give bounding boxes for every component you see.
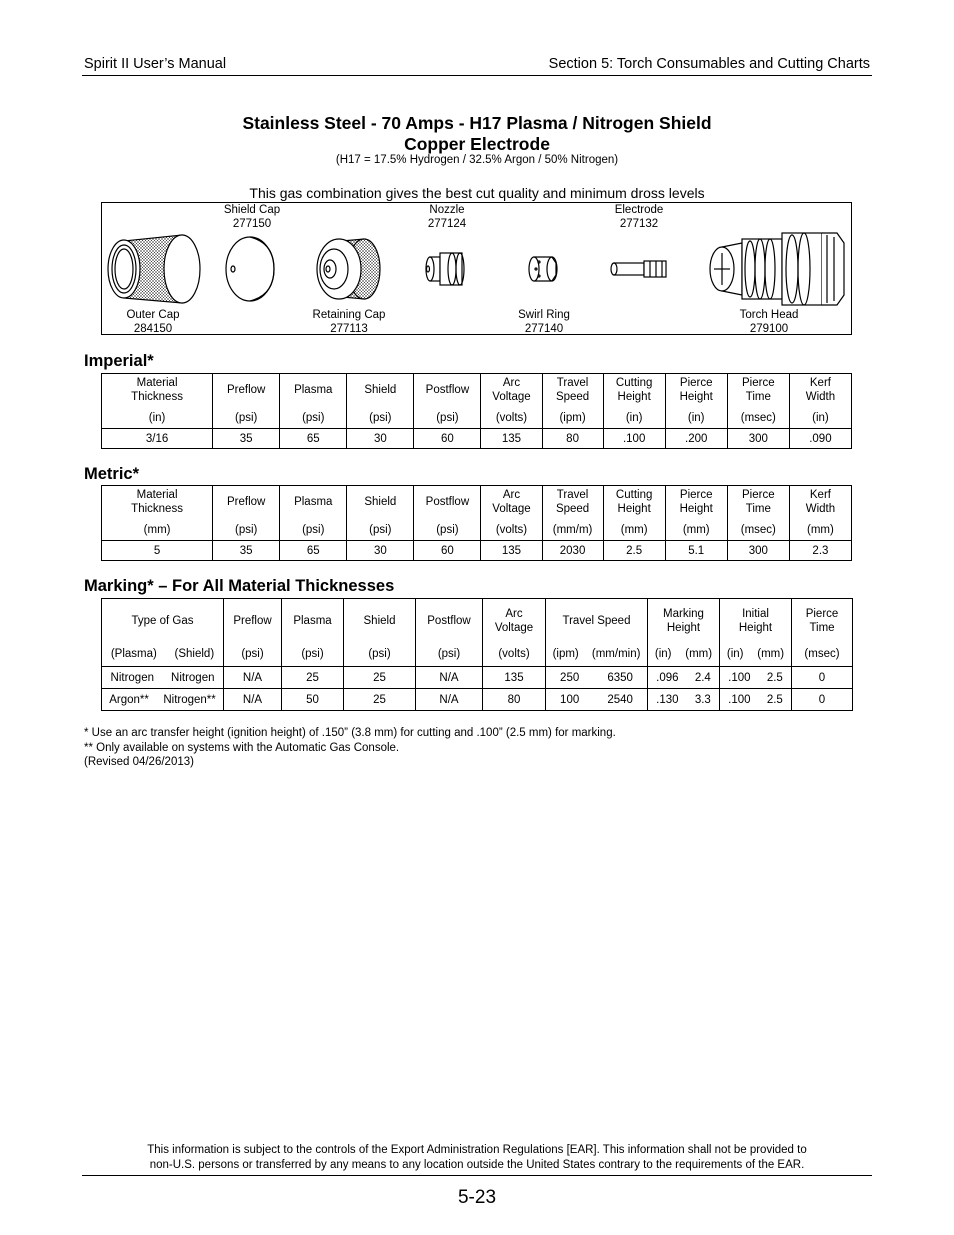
column-unit: (psi) (369, 412, 392, 424)
column-label: Preflow (227, 384, 266, 396)
cell-value: N/A (242, 671, 263, 684)
column-units (102, 647, 223, 661)
consumables-figure (101, 202, 852, 335)
cell-values (102, 671, 223, 685)
column-unit: (msec) (740, 412, 776, 424)
table-cell (344, 667, 416, 689)
column-unit: (psi) (369, 524, 392, 536)
column-label: Preflow (227, 496, 266, 508)
part-label-swirl-ring: Swirl Ring 277140 (518, 309, 570, 335)
table-cell: 300 (727, 541, 789, 561)
table-cell: 5.1 (665, 541, 727, 561)
column-header (102, 374, 213, 429)
footnote-arc-transfer: * Use an arc transfer height (ignition height) of .150” (3.8 mm) for cutting and .100” (2.5 mm) for marking. (84, 727, 616, 739)
column-units (648, 647, 719, 661)
marking-heading: Marking* – For All Material Thicknesses (84, 577, 395, 595)
imperial-table (101, 373, 852, 449)
part-label-retaining-cap: Retaining Cap 277113 (312, 309, 386, 335)
cell-value: .096 (656, 671, 679, 684)
cell-values (546, 693, 647, 707)
column-unit: (mm) (757, 648, 785, 660)
column-label: Type of Gas (131, 615, 194, 627)
consumables-drawing (102, 203, 853, 336)
column-units (344, 647, 415, 661)
cell-values (102, 693, 223, 707)
footer-rule (82, 1175, 872, 1176)
column-label: Plasma (294, 496, 333, 508)
footnote-gas-console: ** Only available on systems with the Automatic Gas Console. (84, 741, 400, 754)
table-cell (546, 689, 648, 711)
column-label: Material Thickness (131, 377, 183, 403)
retaining-cap-drawing (317, 239, 380, 299)
table-cell: 30 (347, 541, 414, 561)
table-cell (416, 689, 483, 711)
column-label: Material Thickness (131, 489, 183, 515)
cell-value: 2.4 (694, 671, 711, 684)
marking-table (101, 598, 853, 711)
column-header (727, 374, 789, 429)
cell-value: 250 (560, 671, 580, 684)
column-label: Pierce Time (742, 489, 775, 515)
table-cell: 60 (414, 541, 481, 561)
table-cell (648, 667, 720, 689)
cell-values (224, 671, 281, 685)
cell-value: 6350 (607, 671, 633, 684)
header-manual-title: Spirit II User’s Manual (84, 56, 227, 72)
column-unit: (mm) (620, 524, 648, 536)
column-unit: (in) (148, 412, 166, 424)
header-rule (82, 75, 872, 76)
column-unit: (psi) (301, 648, 324, 660)
column-unit: (volts) (495, 524, 528, 536)
revision-date: (Revised 04/26/2013) (84, 756, 194, 768)
column-header (280, 486, 347, 541)
part-label-outer-cap: Outer Cap 284150 (126, 309, 180, 335)
cell-values (720, 693, 791, 707)
table-cell: 3/16 (102, 429, 213, 449)
column-units (792, 647, 852, 661)
table-cell: 2030 (542, 541, 603, 561)
column-label: Pierce Time (742, 377, 775, 403)
table-cell: 30 (347, 429, 414, 449)
table-cell: 80 (542, 429, 603, 449)
cell-value: .100 (728, 693, 751, 706)
metric-header-row (102, 486, 852, 541)
ear-notice-line1: This information is subject to the controls of the Export Administration Regulations [EAR]. This information shall not be provided to (147, 1144, 807, 1156)
cell-value: 25 (373, 671, 386, 684)
column-label: Shield (363, 615, 396, 627)
cell-values (344, 671, 415, 685)
footnotes (84, 726, 616, 770)
column-header (347, 486, 414, 541)
column-unit: (psi) (368, 648, 391, 660)
column-header (280, 374, 347, 429)
cell-value: 100 (560, 693, 580, 706)
column-unit: (psi) (437, 648, 461, 660)
column-header (347, 374, 414, 429)
column-header (792, 599, 853, 667)
nozzle-drawing (426, 253, 464, 285)
column-unit: (in) (654, 648, 672, 660)
cell-values (416, 693, 482, 707)
column-unit: (psi) (436, 524, 459, 536)
cell-values (282, 693, 343, 707)
table-cell: 5 (102, 541, 213, 561)
cell-value: 2.5 (766, 671, 783, 684)
column-header (648, 599, 720, 667)
table-cell (720, 689, 792, 711)
cell-value: .100 (728, 671, 751, 684)
column-unit: (psi) (302, 524, 325, 536)
table-cell: 135 (481, 541, 542, 561)
column-label: Arc Voltage (494, 608, 534, 634)
table-cell: 2.5 (603, 541, 665, 561)
column-label: Plasma (294, 384, 333, 396)
cell-values (483, 693, 545, 707)
part-label-torch-head: Torch Head 279100 (739, 309, 799, 335)
shield-cap-drawing (226, 237, 274, 301)
table-cell: 135 (481, 429, 542, 449)
column-header (282, 599, 344, 667)
table-cell: 35 (213, 429, 280, 449)
cell-value: 0 (818, 693, 826, 706)
table-cell (483, 667, 546, 689)
table-cell: 60 (414, 429, 481, 449)
column-header (224, 599, 282, 667)
table-cell: .090 (789, 429, 851, 449)
column-label: Arc Voltage (492, 489, 531, 515)
table-cell (344, 689, 416, 711)
cell-value: Nitrogen (171, 671, 215, 684)
column-header (344, 599, 416, 667)
column-header (546, 599, 648, 667)
column-label: Travel Speed (555, 377, 590, 403)
cell-values (792, 693, 852, 707)
page-title: Stainless Steel - 70 Amps - H17 Plasma / Nitrogen Shield (242, 113, 712, 133)
column-label: Cutting Height (615, 377, 653, 403)
column-label: Pierce Height (679, 377, 713, 403)
column-label: Marking Height (663, 608, 704, 634)
column-header (414, 374, 481, 429)
cell-value: N/A (439, 693, 459, 706)
column-label: Kerf Width (805, 377, 836, 403)
ear-notice-line2: non-U.S. persons or transferred by any means to any location outside the United States contrary to the requirements of the EAR. (149, 1159, 805, 1171)
column-header (603, 486, 665, 541)
column-units (224, 647, 281, 661)
cell-value: N/A (242, 693, 263, 706)
column-label: Postflow (427, 615, 471, 627)
cell-values (546, 671, 647, 685)
table-cell (792, 689, 853, 711)
torch-head-drawing (710, 233, 844, 305)
column-header (789, 486, 851, 541)
column-units (720, 647, 791, 661)
column-header (414, 486, 481, 541)
cell-value: 25 (373, 693, 386, 706)
column-label: Pierce Height (679, 489, 713, 515)
column-units (416, 647, 482, 661)
cell-value: 135 (504, 671, 524, 684)
column-unit: (ipm) (559, 412, 586, 424)
column-units (546, 647, 647, 661)
outer-cap-drawing (108, 235, 200, 303)
column-header (102, 599, 224, 667)
table-cell (282, 667, 344, 689)
column-label: Shield (364, 384, 397, 396)
gas-composition-subtitle: (H17 = 17.5% Hydrogen / 32.5% Argon / 50% Nitrogen) (335, 154, 619, 166)
table-row (102, 689, 853, 711)
column-units (483, 647, 545, 661)
part-label-nozzle: Nozzle 277124 (427, 204, 467, 230)
column-header (102, 486, 213, 541)
column-label: Arc Voltage (492, 377, 531, 403)
cell-values (282, 671, 343, 685)
table-cell: 300 (727, 429, 789, 449)
imperial-header-row (102, 374, 852, 429)
column-units (282, 647, 343, 661)
column-unit: (mm/min) (591, 648, 641, 660)
table-cell (224, 689, 282, 711)
table-cell (224, 667, 282, 689)
column-unit: (in) (625, 412, 643, 424)
page-number: 5-23 (457, 1187, 497, 1208)
column-label: Travel Speed (562, 615, 631, 627)
table-cell (102, 689, 224, 711)
table-cell: 65 (280, 429, 347, 449)
cell-value: Nitrogen (110, 671, 154, 684)
cell-value: 0 (818, 671, 826, 684)
cell-values (792, 671, 852, 685)
cell-values (648, 693, 719, 707)
table-cell (720, 667, 792, 689)
column-label: Cutting Height (615, 489, 653, 515)
cell-value: Argon** (109, 693, 149, 706)
table-row (102, 667, 853, 689)
table-cell: 65 (280, 541, 347, 561)
header-section-title: Section 5: Torch Consumables and Cutting Charts (548, 56, 870, 72)
column-unit: (Plasma) (110, 648, 157, 660)
column-label: Travel Speed (555, 489, 590, 515)
cell-values (648, 671, 719, 685)
column-header (481, 374, 542, 429)
table-cell (282, 689, 344, 711)
column-header (789, 374, 851, 429)
column-header (720, 599, 792, 667)
metric-heading: Metric* (84, 465, 140, 483)
cell-values (720, 671, 791, 685)
column-unit: (msec) (740, 524, 776, 536)
cell-values (483, 671, 545, 685)
column-unit: (Shield) (174, 648, 215, 660)
column-unit: (mm) (685, 648, 713, 660)
cell-values (224, 693, 281, 707)
column-unit: (psi) (234, 412, 258, 424)
column-header (416, 599, 483, 667)
column-label: Shield (364, 496, 397, 508)
cell-value: 50 (306, 693, 319, 706)
column-header (213, 374, 280, 429)
column-unit: (mm) (807, 524, 834, 536)
cell-value: 2.5 (766, 693, 783, 706)
gas-combination-note: This gas combination gives the best cut quality and minimum dross levels (249, 185, 705, 201)
cell-values (344, 693, 415, 707)
column-header (542, 374, 603, 429)
column-unit: (ipm) (552, 648, 579, 660)
column-label: Plasma (293, 615, 332, 627)
metric-table (101, 485, 852, 561)
cell-value: 25 (306, 671, 319, 684)
table-cell: 35 (213, 541, 280, 561)
table-cell (648, 689, 720, 711)
part-label-shield-cap: Shield Cap 277150 (223, 204, 281, 230)
page-title-line2: Copper Electrode (404, 134, 550, 154)
column-label: Postflow (425, 496, 470, 508)
column-unit: (volts) (498, 648, 530, 660)
column-label: Kerf Width (805, 489, 836, 515)
column-label: Preflow (233, 615, 272, 627)
cell-value: N/A (439, 671, 459, 684)
column-label: Postflow (425, 384, 470, 396)
table-cell (416, 667, 483, 689)
table-row (102, 541, 852, 561)
column-unit: (mm) (682, 524, 710, 536)
cell-value: 3.3 (694, 693, 711, 706)
column-header (481, 486, 542, 541)
cell-value: Nitrogen** (163, 693, 216, 706)
swirl-ring-drawing (529, 257, 557, 281)
cell-value: 80 (507, 693, 521, 706)
column-unit: (psi) (302, 412, 325, 424)
column-unit: (msec) (804, 648, 840, 660)
column-unit: (mm/m) (552, 524, 593, 536)
column-header (542, 486, 603, 541)
cell-value: 2540 (607, 693, 633, 706)
column-header (483, 599, 546, 667)
table-row (102, 429, 852, 449)
column-header (727, 486, 789, 541)
column-unit: (psi) (241, 648, 264, 660)
table-cell (792, 667, 853, 689)
table-cell (483, 689, 546, 711)
column-unit: (in) (812, 412, 829, 424)
cell-values (416, 671, 482, 685)
column-header (603, 374, 665, 429)
table-cell (102, 667, 224, 689)
column-header (213, 486, 280, 541)
column-header (665, 486, 727, 541)
column-label: Initial Height (738, 608, 773, 634)
table-cell (546, 667, 648, 689)
column-unit: (mm) (143, 524, 171, 536)
column-unit: (psi) (234, 524, 258, 536)
table-cell: .100 (603, 429, 665, 449)
table-cell: .200 (665, 429, 727, 449)
column-header (665, 374, 727, 429)
cell-value: .130 (656, 693, 679, 706)
part-label-electrode: Electrode 277132 (614, 204, 664, 230)
column-label: Pierce Time (805, 608, 839, 634)
table-cell: 2.3 (789, 541, 851, 561)
column-unit: (volts) (495, 412, 528, 424)
electrode-drawing (611, 261, 666, 277)
ear-notice (100, 1143, 854, 1173)
marking-header-row (102, 599, 853, 667)
imperial-heading: Imperial* (84, 352, 154, 370)
column-unit: (psi) (436, 412, 459, 424)
column-unit: (in) (687, 412, 705, 424)
column-unit: (in) (726, 648, 744, 660)
